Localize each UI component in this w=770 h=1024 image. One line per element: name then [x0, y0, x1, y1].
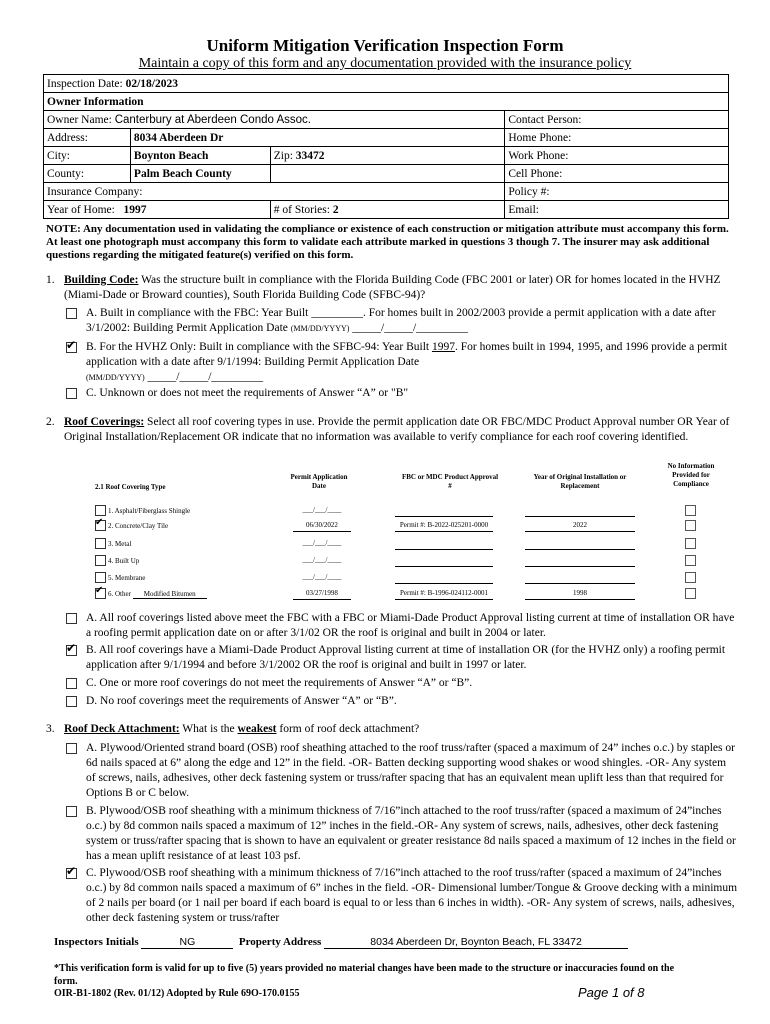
roof-other-year[interactable]: 1998 [525, 589, 635, 600]
roof-asphalt-checkbox[interactable] [95, 505, 106, 516]
cell-phone-cell[interactable]: Cell Phone: [505, 165, 729, 183]
city-value[interactable]: Boynton Beach [130, 147, 270, 165]
q3-c-text: C. Plywood/OSB roof sheathing with a minimum thickness of 7/16”inch attached to the roof truss/rafter (spaced a maximum of 24”inches o.c.) by 8d common nails spaced a maximum of 6” inches in the field. -OR- Dimensional lumber/Tongue & Groove decking with a minimum of 2 nails per board (or 1 nail per board if each board is equal to or less than 6 inches in width). -OR- Any system of screws, nails, adhesives, other deck fastening system or truss/rafter [86, 867, 738, 924]
roof-asphalt-year[interactable] [525, 506, 635, 517]
q1-b-date-format: (MM/DD/YYYY) [86, 373, 145, 382]
q1-a-label: A. Built in compliance with the FBC: Year Built _________. For homes built in 2002/2003 provide a permit application with a date after 3/1/2002: Building Permit Application Date [86, 307, 716, 334]
documentation-note: NOTE: Any documentation used in validating the compliance or existence of each construction or mitigation attribute must accompany this form. At least one photograph must accompany this form to validate each attribute marked in questions 3 though 7. The insurer may ask additional questions regarding the mitigated feature(s) verified on this form. [46, 223, 729, 261]
roof-row-tile [95, 520, 705, 534]
roof-membrane-checkbox[interactable] [95, 572, 106, 583]
q2-heading: Roof Coverings: [64, 416, 145, 428]
q1-b-label-post: . For homes built in 1994, 1995, and 1996 provide a permit application with a date after 9/1/1994: Building Permit Application Date [86, 341, 728, 368]
roof-other-label-text: 6. Other [108, 590, 131, 598]
owner-name-label: Owner Name: [47, 113, 112, 126]
roof-metal-fbc[interactable] [395, 539, 493, 550]
year-of-home-label: Year of Home: [47, 203, 115, 216]
roof-membrane-noinfo-checkbox[interactable] [685, 572, 696, 583]
inspector-initials-field[interactable]: NG [141, 936, 233, 949]
roof-membrane-fbc[interactable] [395, 573, 493, 584]
address-value[interactable]: 8034 Aberdeen Dr [130, 129, 504, 147]
inspection-date-label: Inspection Date: [47, 77, 123, 90]
owner-info-table [43, 74, 729, 219]
q2-c-checkbox[interactable] [66, 678, 77, 689]
owner-info-header: Owner Information [44, 93, 729, 111]
insurance-company-cell[interactable]: Insurance Company: [44, 183, 505, 201]
roof-row-other [95, 588, 705, 602]
roof-metal-noinfo-checkbox[interactable] [685, 538, 696, 549]
q1-c-checkbox[interactable] [66, 388, 77, 399]
property-address-field[interactable]: 8034 Aberdeen Dr, Boynton Beach, FL 33472 [324, 936, 628, 949]
roof-builtup-label: 4. Built Up [108, 557, 140, 565]
roof-other-noinfo-checkbox[interactable] [685, 588, 696, 599]
q2-text [64, 415, 730, 445]
q1-a-text [86, 306, 738, 336]
year-of-home-value[interactable]: 1997 [123, 203, 147, 216]
q2-a-text: A. All roof coverings listed above meet the FBC with a FBC or Miami-Dade Product Approval listing current at time of installation OR have a roofing permit application date on or after 3/1/02 OR the roof is original and built in 2004 or later. [86, 612, 735, 639]
county-blank-cell [270, 165, 505, 183]
q1-text [64, 273, 730, 303]
form-title: Uniform Mitigation Verification Inspection Form [206, 36, 564, 55]
city-label: City: [44, 147, 131, 165]
roof-membrane-date[interactable]: ___/___/____ [302, 573, 342, 581]
q3-question-post: form of roof deck attachment? [276, 723, 420, 735]
q1-number: 1. [46, 274, 55, 286]
year-of-home-cell [44, 201, 271, 219]
q2-question: Select all roof covering types in use. Provide the permit application date OR FBC/MDC Product Approval number OR Year of Original Installation/Replacement OR indicate that no information was available to verify compliance for each roof covering identified. [64, 416, 730, 443]
form-number: OIR-B1-1802 (Rev. 01/12) Adopted by Rule 69O-170.0155 [54, 988, 300, 999]
policy-number-cell[interactable]: Policy #: [505, 183, 729, 201]
owner-name-cell [44, 111, 505, 129]
roof-tile-checkbox[interactable] [95, 520, 106, 531]
roof-tile-noinfo-checkbox[interactable] [685, 520, 696, 531]
q3-block [46, 722, 730, 738]
roof-builtup-noinfo-checkbox[interactable] [685, 555, 696, 566]
roof-col-year: Year of Original Installation or Replacement [533, 473, 627, 490]
q1-b-label-pre: B. For the HVHZ Only: Built in compliance with the SFBC-94: Year Built [86, 341, 430, 353]
inspection-date-cell [44, 75, 729, 93]
owner-name-value[interactable]: Canterbury at Aberdeen Condo Assoc. [114, 113, 311, 126]
q3-weakest: weakest [237, 723, 277, 735]
q2-block [46, 415, 730, 461]
stories-label: # of Stories: [273, 203, 330, 216]
roof-col-noinfo: No Information Provided for Compliance [667, 462, 715, 488]
q1-a-date-format: (MM/DD/YYYY) [290, 324, 350, 333]
county-label: County: [44, 165, 131, 183]
q2-b-checkbox[interactable] [66, 645, 77, 656]
q3-c-checkbox[interactable] [66, 868, 77, 879]
q3-b-text: B. Plywood/OSB roof sheathing with a minimum thickness of 7/16”inch attached to the roof truss/rafter (spaced a maximum of 24”inches o.c.) by 8d common nails spaced a maximum of 12” inches in the field.-OR- Any system of screws, nails, adhesives, other deck fastening system or truss/rafter spacing that is shown to have an equivalent or greater resistance 8d nails spaced a maximum of 12 inches in the field or has a mean uplift resistance of at least 103 psf. [86, 805, 736, 862]
roof-col-date: Permit Application Date [290, 473, 348, 490]
q1-block [46, 273, 730, 305]
q1-c-text: C. Unknown or does not meet the requirements of Answer “A” or "B" [86, 387, 409, 399]
q1-b-text [86, 340, 738, 385]
q2-b-text: B. All roof coverings have a Miami-Dade Product Approval listing current at time of installation OR (for the HVHZ only) a roofing permit application after 9/1/1994 and before 3/1/2002 OR the roof is original and built in 1997 or later. [86, 644, 726, 671]
roof-row-membrane [95, 572, 705, 586]
roof-col-type: 2.1 Roof Covering Type [95, 483, 166, 491]
stories-cell [270, 201, 505, 219]
q3-heading: Roof Deck Attachment: [64, 723, 180, 735]
roof-asphalt-date[interactable]: ___/___/____ [302, 506, 342, 514]
address-label: Address: [44, 129, 131, 147]
roof-other-date[interactable]: 03/27/1998 [293, 589, 351, 600]
zip-cell [270, 147, 505, 165]
page-number: Page 1 of 8 [578, 985, 645, 1000]
q3-text [64, 722, 730, 737]
home-phone-cell[interactable]: Home Phone: [505, 129, 729, 147]
roof-builtup-year[interactable] [525, 556, 635, 567]
roof-row-builtup [95, 555, 705, 569]
roof-membrane-year[interactable] [525, 573, 635, 584]
roof-asphalt-label: 1. Asphalt/Fiberglass Shingle [108, 507, 191, 515]
q1-question: Was the structure built in compliance with the Florida Building Code (FBC 2001 or later) OR for homes located in the HVHZ (Miami-Dade or Broward counties), South Florida Building Code (SFBC-94)? [64, 274, 721, 301]
roof-builtup-fbc[interactable] [395, 556, 493, 567]
property-address-label: Property Address [238, 936, 322, 948]
form-subtitle: Maintain a copy of this form and any documentation provided with the insurance policy [138, 56, 632, 71]
email-cell[interactable]: Email: [505, 201, 729, 219]
contact-person-cell[interactable]: Contact Person: [505, 111, 729, 129]
zip-value[interactable]: 33472 [295, 149, 325, 162]
roof-tile-label: 2. Concrete/Clay Tile [108, 522, 169, 530]
q2-d-checkbox[interactable] [66, 696, 77, 707]
roof-builtup-date[interactable]: ___/___/____ [302, 556, 342, 564]
q1-b-date-blank[interactable]: _____/_____/_________ [147, 371, 264, 383]
roof-metal-label: 3. Metal [108, 540, 132, 548]
inspection-date-value[interactable]: 02/18/2023 [125, 77, 178, 90]
roof-col-fbc: FBC or MDC Product Approval # [401, 473, 499, 490]
work-phone-cell[interactable]: Work Phone: [505, 147, 729, 165]
zip-label: Zip: [273, 149, 293, 162]
roof-row-metal [95, 538, 705, 552]
q3-number: 3. [46, 723, 55, 735]
q1-b-year[interactable]: 1997 [431, 341, 455, 353]
roof-other-label [108, 590, 207, 599]
roof-membrane-label: 5. Membrane [108, 574, 146, 582]
q2-a-checkbox[interactable] [66, 613, 77, 624]
roof-asphalt-noinfo-checkbox[interactable] [685, 505, 696, 516]
roof-tile-date[interactable]: 06/30/2022 [293, 521, 351, 532]
q3-a-text: A. Plywood/Oriented strand board (OSB) roof sheathing attached to the roof truss/rafter (spaced a maximum of 24” inches o.c.) by staples or 6d nails spaced at 6” along the edge and 12” in the field. -OR- Batten decking supporting wood shakes or wood shingles. -OR- Any system of screws, nails, adhesives, other deck fastening system or truss/rafter spacing that has an equivalent mean uplift less than that required for Options B or C below. [86, 742, 735, 799]
q3-question-pre: What is the [179, 723, 238, 735]
roof-other-fbc[interactable]: Permit #: B-1996-024112-0001 [395, 589, 493, 600]
q2-c-text: C. One or more roof coverings do not meet the requirements of Answer “A” or “B”. [86, 677, 473, 689]
q2-number: 2. [46, 416, 55, 428]
inspector-initials-label: Inspectors Initials [54, 936, 139, 948]
q3-a-checkbox[interactable] [66, 743, 77, 754]
roof-other-checkbox[interactable] [95, 588, 106, 599]
validity-notice: *This verification form is valid for up to five (5) years provided no material changes have been made to the structure or inaccuracies found on the form. [54, 963, 675, 987]
roof-tile-year[interactable]: 2022 [525, 521, 635, 532]
stories-value[interactable]: 2 [332, 203, 339, 216]
county-value[interactable]: Palm Beach County [130, 165, 270, 183]
q3-b-checkbox[interactable] [66, 806, 77, 817]
q1-heading: Building Code: [64, 274, 139, 286]
roof-metal-checkbox[interactable] [95, 538, 106, 549]
roof-asphalt-fbc[interactable] [395, 506, 493, 517]
roof-row-asphalt [95, 505, 705, 519]
roof-other-description[interactable]: Modified Bitumen [133, 590, 207, 599]
roof-metal-year[interactable] [525, 539, 635, 550]
roof-metal-date[interactable]: ___/___/____ [302, 539, 342, 547]
footer-initials-address [54, 936, 628, 949]
roof-tile-fbc[interactable]: Permit #: B-2022-025201-0000 [395, 521, 493, 532]
q1-a-checkbox[interactable] [66, 308, 77, 319]
roof-builtup-checkbox[interactable] [95, 555, 106, 566]
q2-d-text: D. No roof coverings meet the requirements of Answer “A” or “B”. [86, 695, 397, 707]
q1-a-date-blank[interactable]: _____/_____/_________ [352, 322, 468, 334]
q1-b-checkbox[interactable] [66, 342, 77, 353]
